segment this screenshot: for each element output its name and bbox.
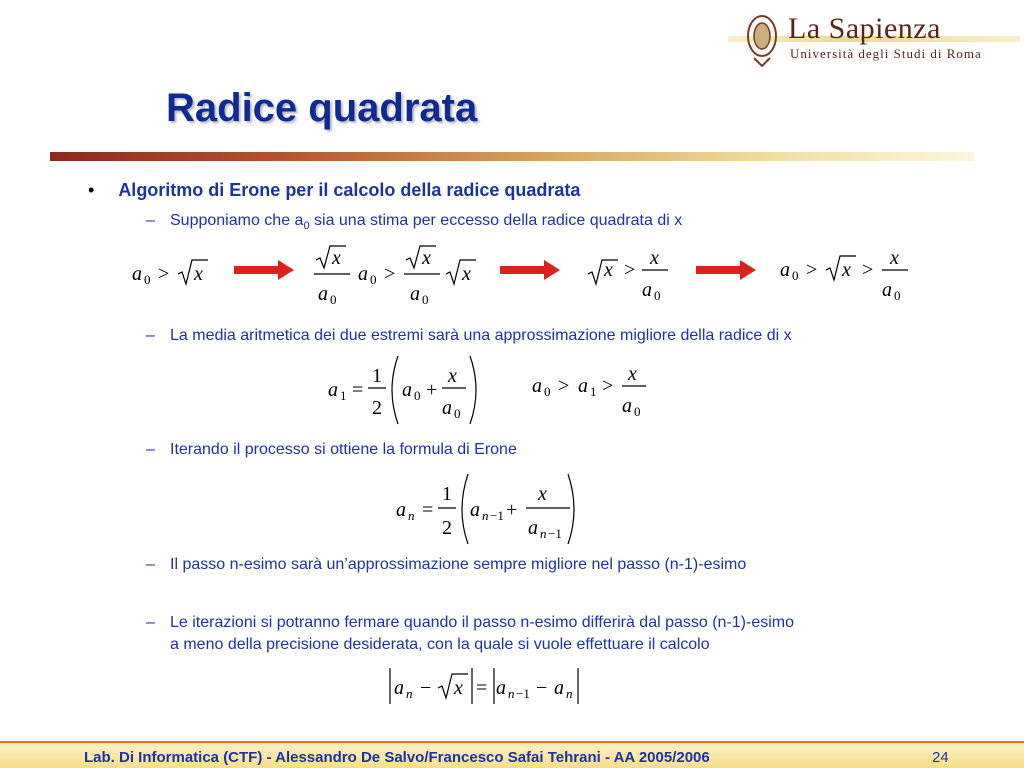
svg-text:=: = <box>476 677 488 699</box>
main-bullet-text: Algoritmo di Erone per il calcolo della radice quadrata <box>118 180 581 200</box>
svg-text:a: a <box>402 379 412 401</box>
svg-text:a: a <box>410 283 420 305</box>
svg-text:>: > <box>158 263 170 285</box>
dash-icon: – <box>146 614 155 631</box>
university-logo <box>728 8 1020 70</box>
svg-text:a: a <box>642 279 652 301</box>
sub-item-5-line-2: a meno della precisione desiderata, con la quale si vuole effettuare il calcolo <box>170 636 710 653</box>
svg-text:+: + <box>426 379 438 401</box>
svg-text:n: n <box>406 686 413 701</box>
svg-text:a: a <box>882 279 892 301</box>
svg-text:−1: −1 <box>548 526 562 541</box>
svg-text:1: 1 <box>442 483 452 505</box>
svg-text:a: a <box>532 375 542 397</box>
svg-text:n: n <box>482 508 489 523</box>
svg-text:x: x <box>650 247 659 269</box>
svg-text:0: 0 <box>414 388 421 403</box>
svg-text:−: − <box>536 677 548 699</box>
sub-item-4 <box>146 555 746 575</box>
svg-text:a: a <box>528 517 538 539</box>
svg-text:x: x <box>628 363 637 385</box>
svg-text:>: > <box>602 375 614 397</box>
svg-text:x: x <box>604 259 613 281</box>
bullet-dot-icon: • <box>88 180 95 200</box>
footer-text: Lab. Di Informatica (CTF) - Alessandro De Salvo/Francesco Safai Tehrani - AA 2005/2006 <box>84 749 710 766</box>
svg-text:a: a <box>780 259 790 281</box>
svg-text:x: x <box>194 263 203 285</box>
formula-stop-condition <box>384 664 594 708</box>
page-number: 24 <box>932 749 949 766</box>
svg-text:a: a <box>132 263 142 285</box>
svg-text:>: > <box>558 375 570 397</box>
sub-item-1-subscript: 0 <box>303 220 310 233</box>
formula-arithmetic-mean <box>320 350 660 430</box>
logo-subtitle: Università degli Studi di Roma <box>790 46 982 61</box>
slide-title: Radice quadrata <box>166 86 478 130</box>
arrow-right-icon <box>232 258 296 282</box>
arrow-right-icon <box>694 258 758 282</box>
svg-text:x: x <box>454 677 463 699</box>
svg-text:a: a <box>622 395 632 417</box>
seal-icon <box>740 8 784 68</box>
svg-text:x: x <box>842 259 851 281</box>
main-bullet <box>88 180 580 201</box>
svg-text:>: > <box>384 263 396 285</box>
dash-icon: – <box>146 327 155 344</box>
svg-text:n: n <box>566 686 573 701</box>
svg-text:−: − <box>420 677 432 699</box>
svg-text:0: 0 <box>422 292 429 307</box>
dash-icon: – <box>146 441 155 458</box>
sub-item-5-line-1: Le iterazioni si potranno fermare quando il passo n-esimo differirà dal passo (n-1)-esimo <box>170 614 795 631</box>
svg-text:a: a <box>578 375 588 397</box>
svg-text:a: a <box>328 379 338 401</box>
svg-text:n: n <box>508 686 515 701</box>
svg-text:1: 1 <box>340 388 347 403</box>
svg-text:0: 0 <box>370 272 377 287</box>
svg-text:a: a <box>394 677 404 699</box>
svg-text:a: a <box>496 677 506 699</box>
sub-item-5-continuation <box>170 635 710 655</box>
svg-text:a: a <box>396 499 406 521</box>
sub-item-5 <box>146 613 794 633</box>
svg-text:x: x <box>462 263 471 285</box>
svg-text:0: 0 <box>544 384 551 399</box>
svg-text:n: n <box>540 526 547 541</box>
svg-text:0: 0 <box>894 288 901 303</box>
svg-text:+: + <box>506 499 518 521</box>
svg-text:2: 2 <box>442 517 452 539</box>
svg-text:0: 0 <box>634 404 641 419</box>
sub-item-3 <box>146 440 517 460</box>
svg-text:a: a <box>318 283 328 305</box>
svg-text:=: = <box>422 499 434 521</box>
svg-text:0: 0 <box>792 268 799 283</box>
svg-text:x: x <box>890 247 899 269</box>
logo-title: La Sapienza <box>788 12 941 45</box>
svg-text:a: a <box>442 397 452 419</box>
sub-item-3-text: Iterando il processo si ottiene la formula di Erone <box>170 441 517 458</box>
svg-text:−1: −1 <box>516 686 530 701</box>
svg-text:x: x <box>422 247 431 269</box>
sub-item-1-text-b: sia una stima per eccesso della radice quadrata di x <box>309 212 683 229</box>
svg-text:a: a <box>554 677 564 699</box>
svg-text:0: 0 <box>654 288 661 303</box>
svg-text:0: 0 <box>330 292 337 307</box>
svg-text:−1: −1 <box>490 508 504 523</box>
svg-text:x: x <box>332 247 341 269</box>
svg-text:n: n <box>408 508 415 523</box>
svg-text:0: 0 <box>454 406 461 421</box>
svg-text:1: 1 <box>372 365 382 387</box>
sub-item-1-text-a: Supponiamo che a <box>170 212 304 229</box>
svg-text:>: > <box>806 259 818 281</box>
formula-heron <box>390 468 610 548</box>
sub-item-1 <box>146 211 682 236</box>
svg-text:0: 0 <box>144 272 151 287</box>
svg-text:a: a <box>358 263 368 285</box>
svg-text:2: 2 <box>372 397 382 419</box>
title-divider <box>50 152 974 161</box>
svg-text:x: x <box>538 483 547 505</box>
dash-icon: – <box>146 212 155 229</box>
svg-text:=: = <box>352 379 364 401</box>
svg-text:a: a <box>470 499 480 521</box>
sub-item-2-text: La media aritmetica dei due estremi sarà una approssimazione migliore della radice di x <box>170 327 792 344</box>
arrow-right-icon <box>498 258 562 282</box>
dash-icon: – <box>146 556 155 573</box>
sub-item-4-text: Il passo n-esimo sarà un’approssimazione sempre migliore nel passo (n-1)-esimo <box>170 556 747 573</box>
svg-text:x: x <box>448 365 457 387</box>
svg-text:1: 1 <box>590 384 597 399</box>
svg-text:>: > <box>624 259 636 281</box>
svg-text:>: > <box>862 259 874 281</box>
sub-item-2 <box>146 326 792 346</box>
